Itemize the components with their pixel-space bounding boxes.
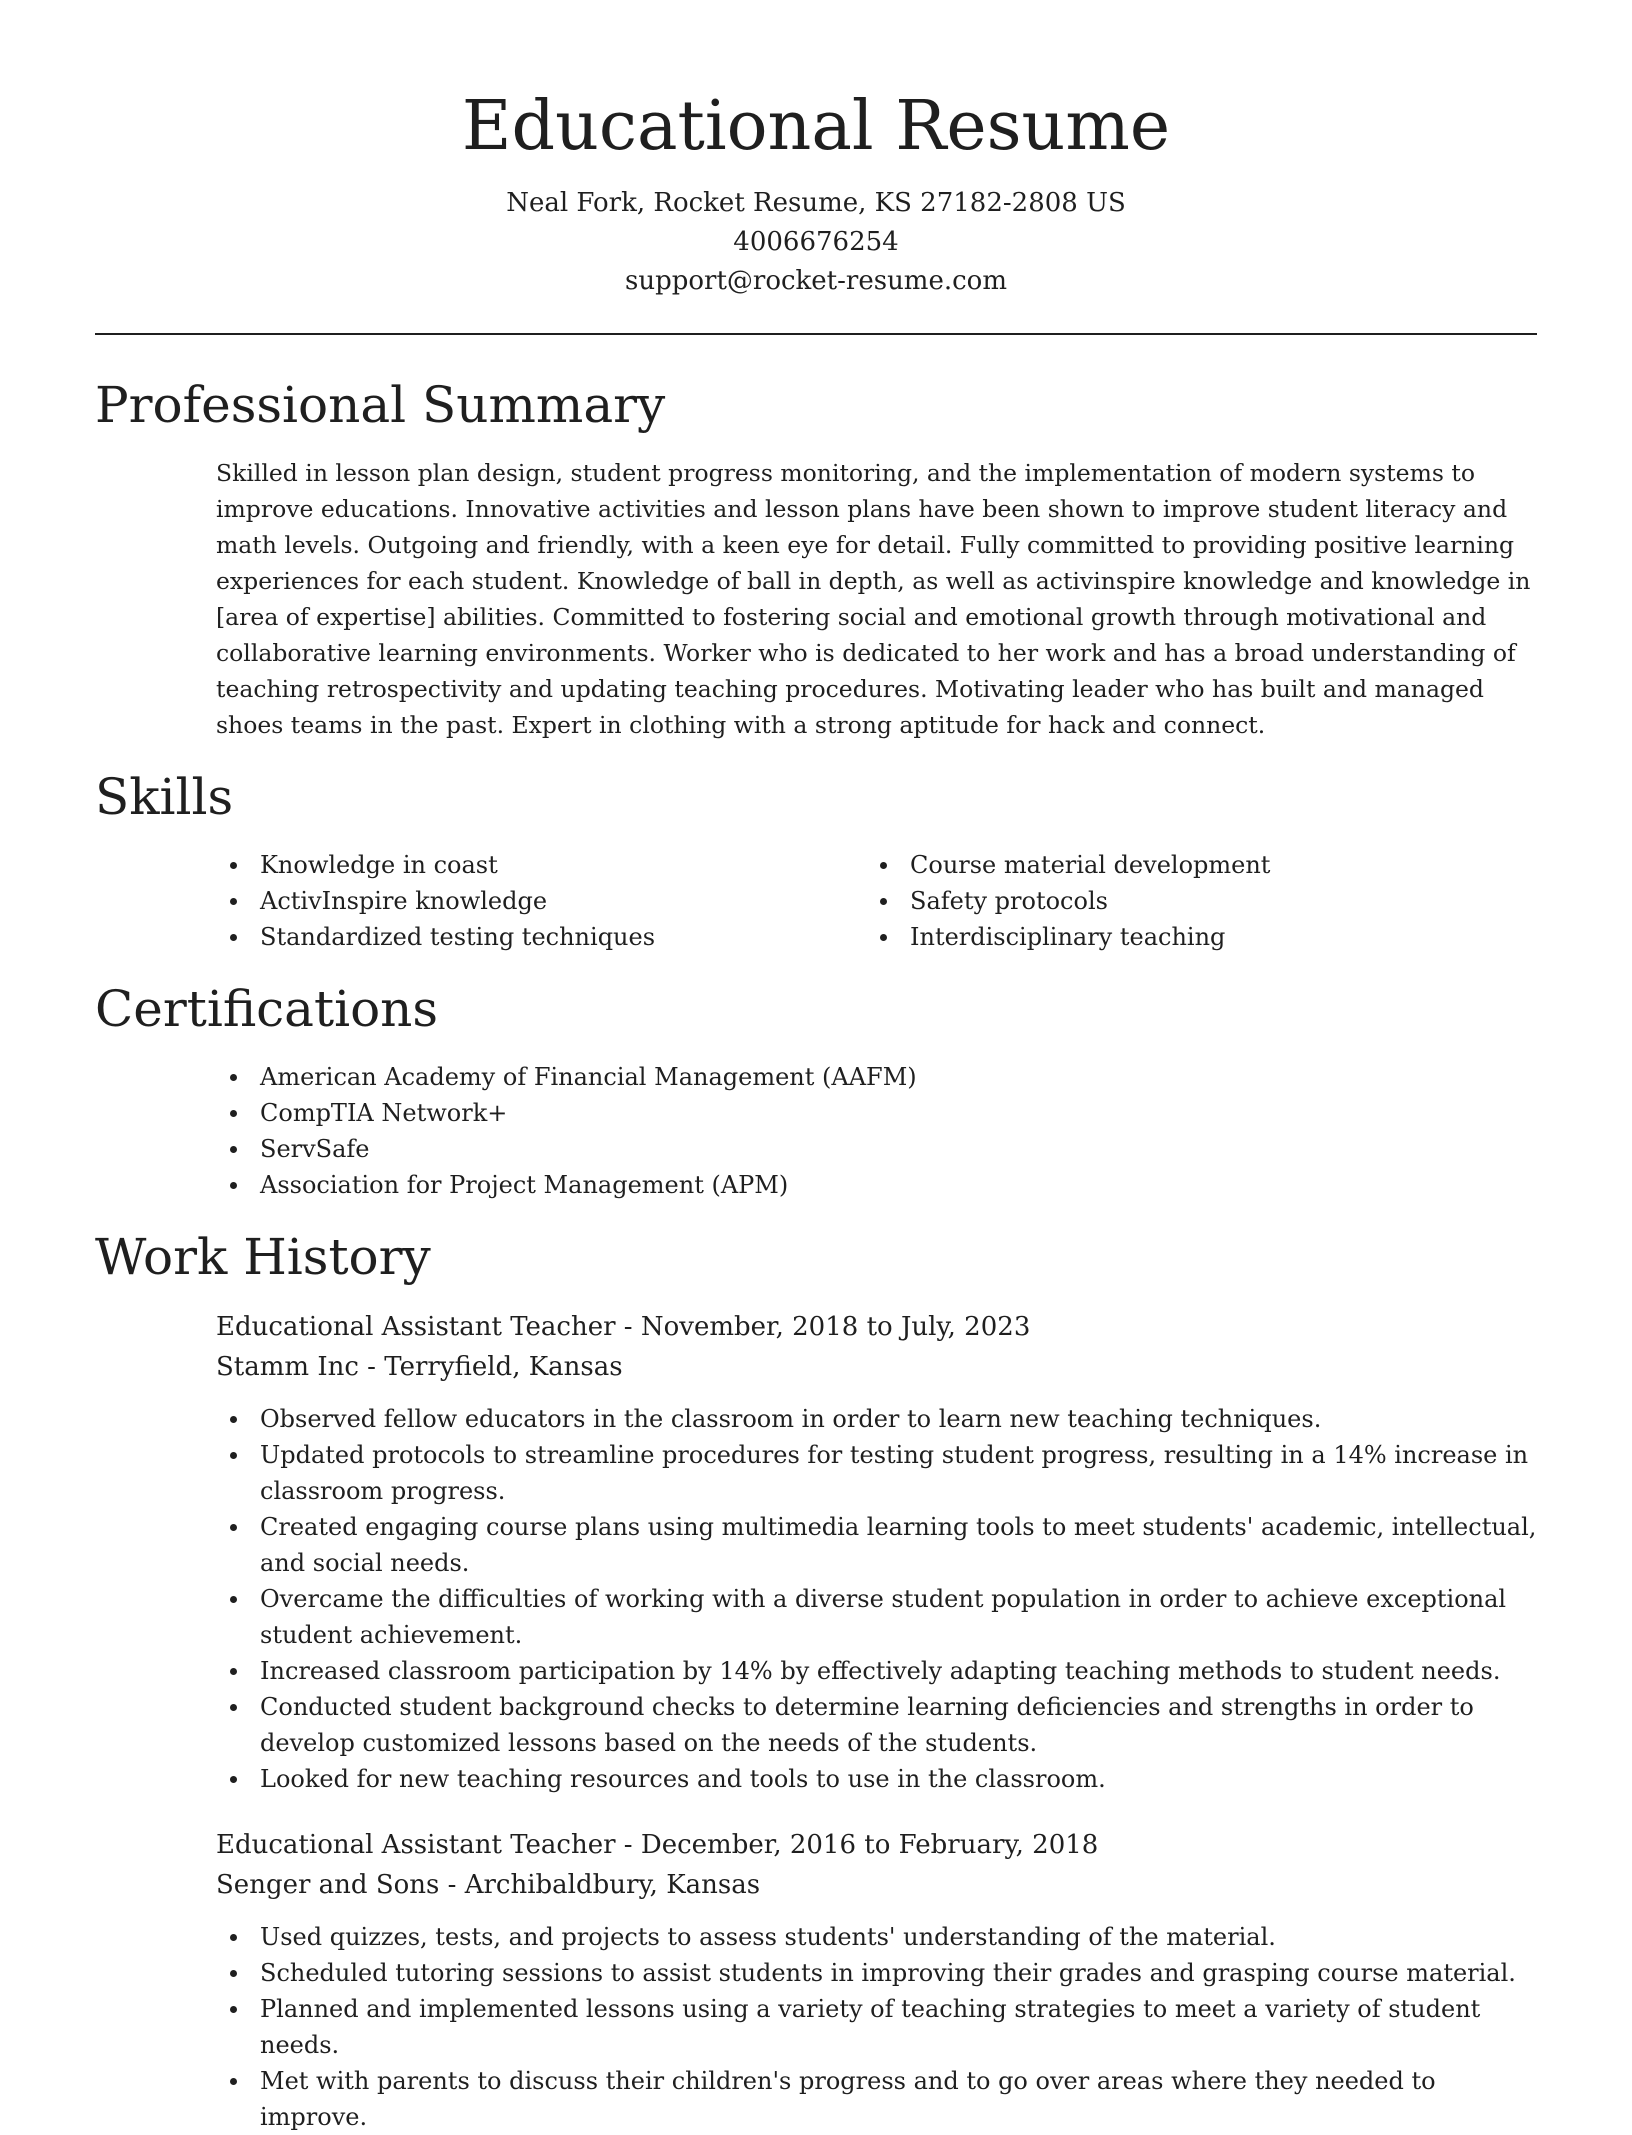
certifications-list [216,1059,1537,1203]
job-company-line: Stamm Inc - Terryfield, Kansas [216,1352,623,1382]
job-entry [216,1307,1537,1797]
job-title-line: Educational Assistant Teacher - November, 2018 to July, 2023 [216,1312,1031,1342]
certifications-heading: Certifications [95,980,439,1038]
summary-heading: Professional Summary [95,376,666,434]
contact-block [95,184,1537,301]
skills-columns [216,847,1537,955]
header-divider [95,333,1537,335]
skill-item: Knowledge in coast [216,847,866,883]
work-history-heading: Work History [95,1228,431,1286]
resume-title: Educational Resume [461,87,1171,166]
job-bullet: Used quizzes, tests, and projects to assess students' understanding of the material. [216,1919,1546,1955]
job-company-line: Senger and Sons - Archibaldbury, Kansas [216,1870,761,1900]
skill-item: Safety protocols [866,883,1516,919]
job-bullet: Updated protocols to streamline procedures for testing student progress, resulting in a 14% increase in classroom progress. [216,1437,1546,1509]
job-dates: December, 2016 to February, 2018 [640,1830,1099,1860]
job-bullet: Overcame the difficulties of working with a diverse student population in order to achieve exceptional student achievement. [216,1581,1546,1653]
job-bullet: Scheduled tutoring sessions to assist students in improving their grades and grasping course material. [216,1955,1546,1991]
job-title-line: Educational Assistant Teacher - December, 2016 to February, 2018 [216,1830,1099,1860]
job-location: Archibaldbury, Kansas [464,1870,761,1900]
resume-header [95,0,1537,301]
summary-text: Skilled in lesson plan design, student progress monitoring, and the implementation of modern systems to improve educations. Innovative activities and lesson plans have been shown to improve student literacy and math levels. Outgoing and friendly, with a keen eye for detail. Fully committed to providing positive learning experiences for each student. Knowledge of ball in depth, as well as activinspire knowledge and knowledge in [area of expertise] abilities. Committed to fostering social and emotional growth through motivational and collaborative learning environments. Worker who is dedicated to her work and has a broad understanding of teaching retrospectivity and updating teaching procedures. Motivating leader who has built and managed shoes teams in the past. Expert in clothing with a strong aptitude for hack and connect. [216,459,1531,739]
skill-item: ActivInspire knowledge [216,883,866,919]
job-bullets [95,1919,1546,2135]
job-bullet: Conducted student background checks to determine learning deficiencies and strengths in order to develop customized lessons based on the needs of the students. [216,1689,1546,1761]
certification-item: American Academy of Financial Management (AAFM) [216,1059,1537,1095]
job-role: Educational Assistant Teacher [216,1312,616,1342]
contact-phone: 4006676254 [733,227,899,257]
contact-address: Neal Fork, Rocket Resume, KS 27182-2808 US [506,188,1126,218]
job-bullet: Met with parents to discuss their children's progress and to go over areas where they needed to improve. [216,2063,1546,2135]
skills-list-left [216,847,866,955]
job-role: Educational Assistant Teacher [216,1830,616,1860]
job-bullets [95,1401,1546,1797]
skill-item: Course material development [866,847,1516,883]
resume-page [95,0,1537,2135]
skills-heading: Skills [95,768,234,826]
job-bullet: Observed fellow educators in the classroom in order to learn new teaching techniques. [216,1401,1546,1437]
job-dates: November, 2018 to July, 2023 [640,1312,1031,1342]
certification-item: CompTIA Network+ [216,1095,1537,1131]
job-bullet: Looked for new teaching resources and tools to use in the classroom. [216,1761,1546,1797]
certification-item: ServSafe [216,1131,1537,1167]
skills-list-right [866,847,1516,955]
contact-email: support@rocket-resume.com [624,266,1007,296]
skill-item: Interdisciplinary teaching [866,919,1516,955]
certification-item: Association for Project Management (APM) [216,1167,1537,1203]
job-entry [216,1825,1537,2135]
job-company: Senger and Sons [216,1870,440,1900]
job-bullet: Planned and implemented lessons using a variety of teaching strategies to meet a variety of student needs. [216,1991,1546,2063]
job-bullet: Increased classroom participation by 14% by effectively adapting teaching methods to student needs. [216,1653,1546,1689]
job-location: Terryfield, Kansas [384,1352,623,1382]
job-bullet: Created engaging course plans using multimedia learning tools to meet students' academic, intellectual, and social needs. [216,1509,1546,1581]
job-company: Stamm Inc [216,1352,359,1382]
skill-item: Standardized testing techniques [216,919,866,955]
